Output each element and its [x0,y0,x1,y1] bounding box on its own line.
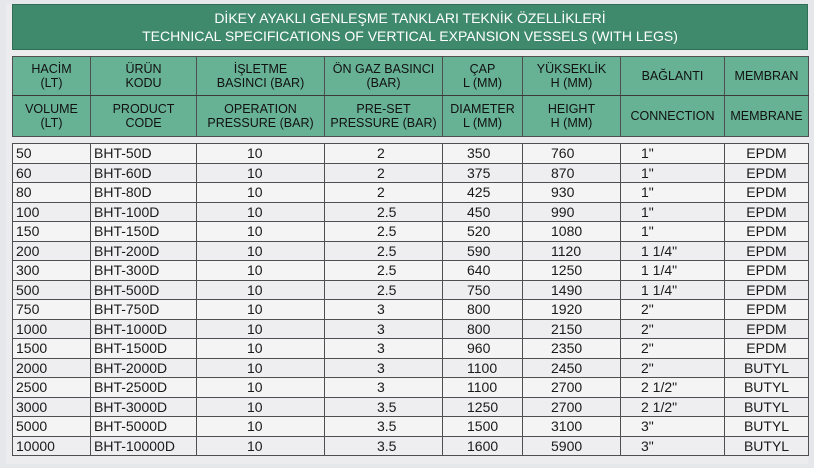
cell-diameter: 375 [443,163,523,183]
cell-connection: 3" [621,417,725,437]
cell-product-code: BHT-750D [91,300,197,320]
header-label-line: ÜRÜN [125,61,162,76]
cell-height: 1490 [523,280,621,300]
cell-preset-pressure: 2 [325,144,443,164]
cell-operation-pressure: 10 [197,378,325,398]
header-connection-en [621,96,725,137]
header-row-english [13,96,809,137]
header-preset-pressure-tr [325,57,443,96]
cell-volume: 1000 [13,319,91,339]
cell-membrane: EPDM [725,144,809,164]
cell-operation-pressure: 10 [197,202,325,222]
cell-diameter: 960 [443,339,523,359]
header-label-line: BASINCI (BAR) [216,76,305,90]
cell-operation-pressure: 10 [197,163,325,183]
cell-operation-pressure: 10 [197,222,325,242]
cell-connection: 1" [621,163,725,183]
cell-membrane: EPDM [725,163,809,183]
cell-operation-pressure: 10 [197,300,325,320]
cell-diameter: 1100 [443,358,523,378]
header-label-line: MEMBRANE [730,108,803,123]
table-row [13,241,809,261]
cell-membrane: EPDM [725,339,809,359]
cell-preset-pressure: 2.5 [325,241,443,261]
cell-connection: 2" [621,339,725,359]
cell-height: 2700 [523,397,621,417]
cell-operation-pressure: 10 [197,436,325,456]
cell-membrane: EPDM [725,261,809,281]
table-row [13,319,809,339]
cell-diameter: 450 [443,202,523,222]
cell-preset-pressure: 3 [325,378,443,398]
cell-height: 990 [523,202,621,222]
cell-product-code: BHT-50D [91,144,197,164]
header-label-line: (LT) [40,116,63,130]
cell-connection: 1" [621,202,725,222]
table-row [13,144,809,164]
cell-volume: 60 [13,163,91,183]
cell-preset-pressure: 2.5 [325,261,443,281]
cell-product-code: BHT-100D [91,202,197,222]
cell-volume: 2000 [13,358,91,378]
header-height-en [523,96,621,137]
cell-diameter: 750 [443,280,523,300]
header-operation-pressure-tr [197,57,325,96]
cell-volume: 1500 [13,339,91,359]
table-row [13,417,809,437]
cell-diameter: 1600 [443,436,523,456]
cell-preset-pressure: 3 [325,319,443,339]
cell-preset-pressure: 2.5 [325,202,443,222]
cell-height: 760 [523,144,621,164]
cell-operation-pressure: 10 [197,417,325,437]
cell-preset-pressure: 2.5 [325,280,443,300]
cell-connection: 2" [621,300,725,320]
header-label-line: YÜKSEKLİK [536,61,607,76]
cell-volume: 3000 [13,397,91,417]
cell-volume: 80 [13,183,91,203]
header-connection-tr [621,57,725,96]
cell-membrane: EPDM [725,202,809,222]
cell-preset-pressure: 2 [325,183,443,203]
cell-operation-pressure: 10 [197,319,325,339]
header-label-line: H (MM) [550,76,593,90]
header-membrane-tr [725,57,809,96]
cell-membrane: BUTYL [725,397,809,417]
cell-diameter: 520 [443,222,523,242]
cell-product-code: BHT-2500D [91,378,197,398]
table-row [13,280,809,300]
header-product-code-tr [91,57,197,96]
cell-membrane: BUTYL [725,417,809,437]
table-row [13,378,809,398]
cell-product-code: BHT-300D [91,261,197,281]
header-volume-en [13,96,91,137]
cell-diameter: 425 [443,183,523,203]
cell-preset-pressure: 3.5 [325,417,443,437]
header-label-line: CODE [125,116,162,130]
table-row [13,300,809,320]
cell-operation-pressure: 10 [197,144,325,164]
cell-membrane: BUTYL [725,436,809,456]
header-membrane-en [725,96,809,137]
cell-operation-pressure: 10 [197,339,325,359]
cell-preset-pressure: 3 [325,300,443,320]
cell-product-code: BHT-10000D [91,436,197,456]
cell-volume: 200 [13,241,91,261]
header-label-line: DIAMETER [450,101,515,116]
header-label-line: ÇAP [469,61,496,76]
table-row [13,202,809,222]
cell-preset-pressure: 2.5 [325,222,443,242]
cell-height: 2450 [523,358,621,378]
header-label-line: L (MM) [462,76,503,90]
cell-operation-pressure: 10 [197,241,325,261]
cell-connection: 2 1/2" [621,397,725,417]
cell-membrane: EPDM [725,241,809,261]
cell-volume: 2500 [13,378,91,398]
cell-diameter: 350 [443,144,523,164]
header-gap [13,137,809,144]
table-header [13,57,809,144]
cell-volume: 100 [13,202,91,222]
cell-membrane: BUTYL [725,358,809,378]
cell-height: 5900 [523,436,621,456]
cell-product-code: BHT-5000D [91,417,197,437]
header-label-line: PRESSURE (BAR) [207,116,314,130]
table-row [13,397,809,417]
header-label-line: KODU [125,76,162,90]
header-label-line: BAĞLANTI [641,68,704,83]
header-preset-pressure-en [325,96,443,137]
cell-product-code: BHT-2000D [91,358,197,378]
cell-height: 870 [523,163,621,183]
header-product-code-en [91,96,197,137]
header-operation-pressure-en [197,96,325,137]
cell-connection: 2 1/2" [621,378,725,398]
cell-product-code: BHT-150D [91,222,197,242]
cell-connection: 1 1/4" [621,280,725,300]
header-label-line: OPERATION [224,101,297,116]
cell-membrane: EPDM [725,319,809,339]
header-label-line: HEIGHT [547,101,596,116]
cell-operation-pressure: 10 [197,280,325,300]
header-label-line: VOLUME [25,101,78,116]
cell-diameter: 800 [443,319,523,339]
header-label-line: PRESSURE (BAR) [330,116,437,130]
cell-preset-pressure: 3.5 [325,436,443,456]
table-row [13,163,809,183]
title-turkish: DİKEY AYAKLI GENLEŞME TANKLARI TEKNİK ÖZELLİKLERİ [214,10,606,26]
cell-preset-pressure: 3.5 [325,397,443,417]
cell-membrane: BUTYL [725,378,809,398]
spec-table [12,56,809,456]
cell-volume: 10000 [13,436,91,456]
spec-sheet [6,4,808,464]
title-english: TECHNICAL SPECIFICATIONS OF VERTICAL EXPANSION VESSELS (WITH LEGS) [142,28,678,44]
header-diameter-tr [443,57,523,96]
cell-diameter: 1250 [443,397,523,417]
header-label-line: (LT) [40,76,63,90]
table-row [13,358,809,378]
header-height-tr [523,57,621,96]
cell-height: 930 [523,183,621,203]
cell-preset-pressure: 2 [325,163,443,183]
cell-diameter: 1500 [443,417,523,437]
cell-product-code: BHT-200D [91,241,197,261]
cell-connection: 2" [621,358,725,378]
cell-volume: 50 [13,144,91,164]
cell-height: 2350 [523,339,621,359]
cell-membrane: EPDM [725,222,809,242]
header-label-line: ÖN GAZ BASINCI [332,61,435,76]
cell-volume: 150 [13,222,91,242]
cell-product-code: BHT-60D [91,163,197,183]
table-body [13,144,809,456]
header-label-line: (BAR) [366,76,401,90]
cell-connection: 3" [621,436,725,456]
cell-height: 1920 [523,300,621,320]
table-row [13,339,809,359]
header-label-line: İŞLETME [233,61,288,76]
cell-product-code: BHT-1500D [91,339,197,359]
cell-volume: 750 [13,300,91,320]
header-label-line: H (MM) [550,116,593,130]
cell-connection: 1" [621,183,725,203]
cell-diameter: 1100 [443,378,523,398]
cell-membrane: EPDM [725,183,809,203]
cell-operation-pressure: 10 [197,397,325,417]
cell-connection: 1 1/4" [621,241,725,261]
cell-product-code: BHT-500D [91,280,197,300]
title-banner [12,4,808,50]
header-row-turkish [13,57,809,96]
table-row [13,222,809,242]
table-row [13,183,809,203]
cell-preset-pressure: 3 [325,358,443,378]
cell-operation-pressure: 10 [197,358,325,378]
cell-connection: 2" [621,319,725,339]
cell-diameter: 590 [443,241,523,261]
cell-height: 1120 [523,241,621,261]
header-label-line: CONNECTION [630,108,715,123]
header-label-line: PRODUCT [112,101,175,116]
cell-connection: 1" [621,144,725,164]
header-label-line: L (MM) [462,116,503,130]
cell-product-code: BHT-3000D [91,397,197,417]
cell-operation-pressure: 10 [197,261,325,281]
header-volume-tr [13,57,91,96]
cell-connection: 1 1/4" [621,261,725,281]
header-label-line: PRE-SET [356,101,411,116]
table-row [13,261,809,281]
cell-height: 3100 [523,417,621,437]
cell-product-code: BHT-1000D [91,319,197,339]
cell-volume: 500 [13,280,91,300]
cell-diameter: 800 [443,300,523,320]
cell-preset-pressure: 3 [325,339,443,359]
cell-height: 1250 [523,261,621,281]
cell-height: 2700 [523,378,621,398]
cell-volume: 5000 [13,417,91,437]
cell-membrane: EPDM [725,300,809,320]
table-row [13,436,809,456]
header-label-line: MEMBRAN [734,68,799,83]
cell-operation-pressure: 10 [197,183,325,203]
cell-height: 2150 [523,319,621,339]
cell-volume: 300 [13,261,91,281]
cell-membrane: EPDM [725,280,809,300]
cell-product-code: BHT-80D [91,183,197,203]
header-label-line: HACİM [31,61,72,76]
cell-height: 1080 [523,222,621,242]
cell-diameter: 640 [443,261,523,281]
header-diameter-en [443,96,523,137]
cell-connection: 1" [621,222,725,242]
